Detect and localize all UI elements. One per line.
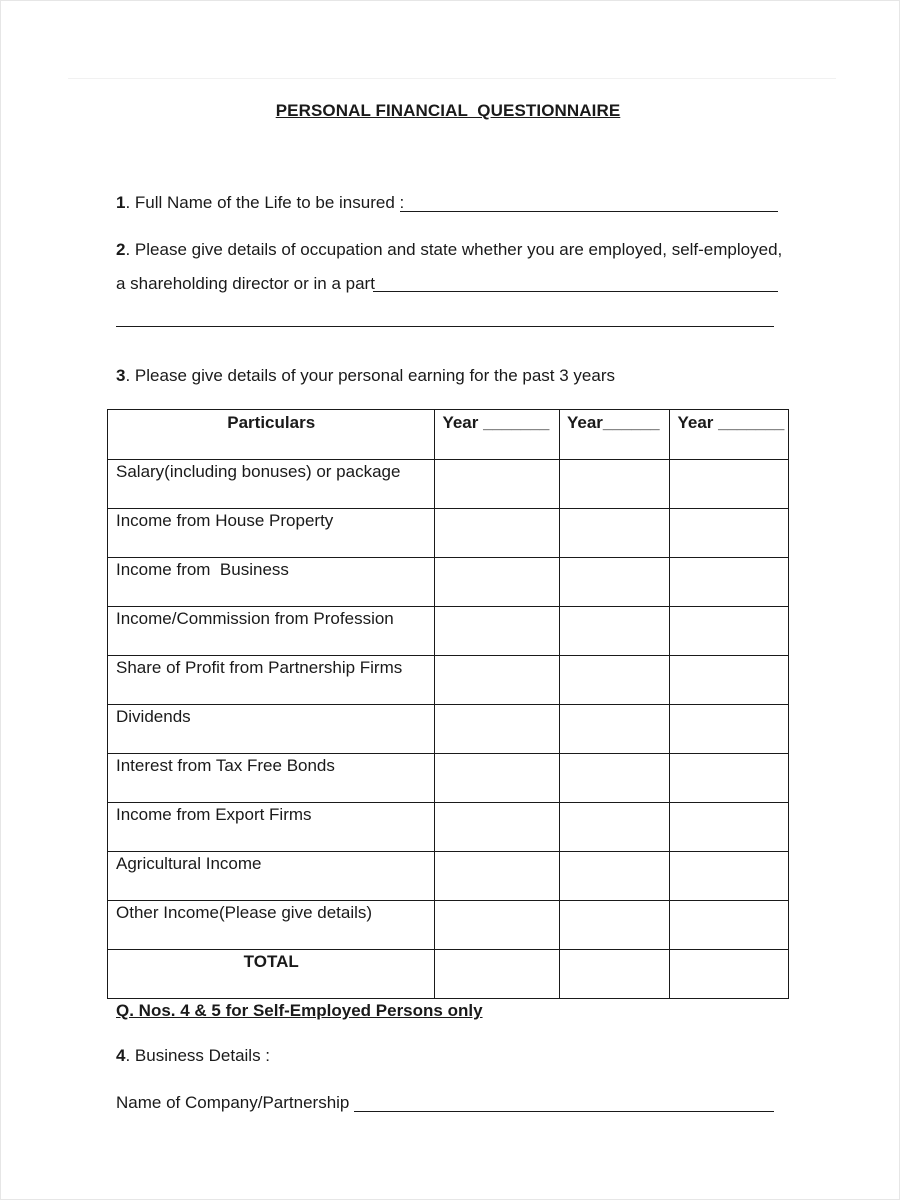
- table-row: [108, 852, 789, 901]
- row-label: Income from House Property: [108, 509, 435, 558]
- row-label: Income from Business: [108, 558, 435, 607]
- total-year-3-cell[interactable]: [670, 950, 789, 999]
- question-2-line-2: a shareholding director or in a part: [116, 274, 375, 293]
- table-row: [108, 460, 789, 509]
- row-label: Share of Profit from Partnership Firms: [108, 656, 435, 705]
- header-year-2[interactable]: Year______: [559, 410, 669, 460]
- table-row: [108, 754, 789, 803]
- table-row: [108, 558, 789, 607]
- question-1-number: 1: [116, 193, 126, 212]
- year-3-cell[interactable]: [670, 607, 789, 656]
- question-4-number: 4: [116, 1046, 126, 1065]
- year-2-cell[interactable]: [559, 754, 669, 803]
- total-label: TOTAL: [108, 950, 435, 999]
- table-row: [108, 509, 789, 558]
- question-3-text: . Please give details of your personal earning for the past 3 years: [125, 366, 615, 385]
- question-3: [116, 366, 615, 386]
- question-2-line-1: [116, 240, 782, 260]
- year-2-cell[interactable]: [559, 509, 669, 558]
- year-2-cell[interactable]: [559, 607, 669, 656]
- year-1-cell[interactable]: [435, 852, 560, 901]
- page-title: PERSONAL FINANCIAL QUESTIONNAIRE: [275, 101, 621, 120]
- question-1-text: . Full Name of the Life to be insured :: [125, 193, 405, 212]
- total-year-2-cell[interactable]: [559, 950, 669, 999]
- year-2-cell[interactable]: [559, 460, 669, 509]
- year-2-cell[interactable]: [559, 803, 669, 852]
- total-row: [108, 950, 789, 999]
- year-3-cell[interactable]: [670, 509, 789, 558]
- question-2-text: . Please give details of occupation and state whether you are employed, self-employed,: [125, 240, 783, 259]
- question-4-text: . Business Details :: [125, 1046, 271, 1065]
- year-3-cell[interactable]: [670, 852, 789, 901]
- company-name-label: Name of Company/Partnership: [116, 1093, 350, 1112]
- table-row: [108, 607, 789, 656]
- self-employed-heading: Q. Nos. 4 & 5 for Self-Employed Persons only: [116, 1001, 483, 1020]
- year-1-cell[interactable]: [435, 705, 560, 754]
- row-label: Dividends: [108, 705, 435, 754]
- header-year-3[interactable]: Year _______: [670, 410, 789, 460]
- question-3-number: 3: [116, 366, 126, 385]
- year-1-cell[interactable]: [435, 509, 560, 558]
- year-1-cell[interactable]: [435, 460, 560, 509]
- table-header-row: [108, 410, 789, 460]
- row-label: Other Income(Please give details): [108, 901, 435, 950]
- question-4: [116, 1046, 270, 1066]
- header-particulars: Particulars: [108, 410, 435, 460]
- year-3-cell[interactable]: [670, 754, 789, 803]
- row-label: Agricultural Income: [108, 852, 435, 901]
- table-row: [108, 803, 789, 852]
- year-2-cell[interactable]: [559, 656, 669, 705]
- occupation-field-continued[interactable]: [116, 326, 774, 327]
- year-3-cell[interactable]: [670, 901, 789, 950]
- year-1-cell[interactable]: [435, 803, 560, 852]
- year-1-cell[interactable]: [435, 754, 560, 803]
- table-row: [108, 705, 789, 754]
- question-1: [116, 193, 404, 213]
- row-label: Income from Export Firms: [108, 803, 435, 852]
- year-3-cell[interactable]: [670, 460, 789, 509]
- row-label: Salary(including bonuses) or package: [108, 460, 435, 509]
- earnings-table: [107, 409, 789, 999]
- year-1-cell[interactable]: [435, 656, 560, 705]
- year-2-cell[interactable]: [559, 705, 669, 754]
- row-label: Interest from Tax Free Bonds: [108, 754, 435, 803]
- year-1-cell[interactable]: [435, 607, 560, 656]
- question-2-number: 2: [116, 240, 126, 259]
- year-3-cell[interactable]: [670, 705, 789, 754]
- table-row: [108, 901, 789, 950]
- table-row: [108, 656, 789, 705]
- year-3-cell[interactable]: [670, 803, 789, 852]
- year-1-cell[interactable]: [435, 901, 560, 950]
- year-1-cell[interactable]: [435, 558, 560, 607]
- full-name-field[interactable]: [400, 211, 778, 212]
- company-name-field[interactable]: [354, 1111, 774, 1112]
- year-2-cell[interactable]: [559, 901, 669, 950]
- year-2-cell[interactable]: [559, 852, 669, 901]
- header-year-1[interactable]: Year _______: [435, 410, 560, 460]
- year-2-cell[interactable]: [559, 558, 669, 607]
- total-year-1-cell[interactable]: [435, 950, 560, 999]
- occupation-field[interactable]: [373, 291, 778, 292]
- row-label: Income/Commission from Profession: [108, 607, 435, 656]
- year-3-cell[interactable]: [670, 558, 789, 607]
- top-divider: [68, 78, 836, 79]
- year-3-cell[interactable]: [670, 656, 789, 705]
